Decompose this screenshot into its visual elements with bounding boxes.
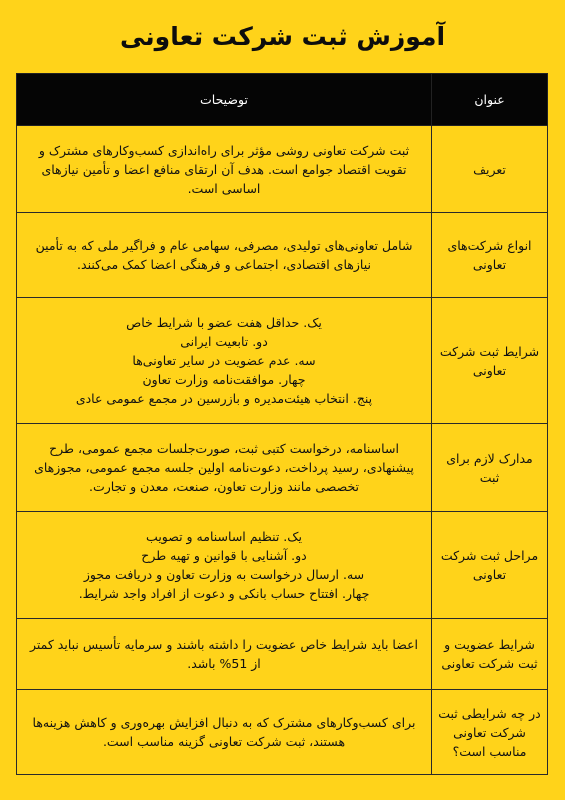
row-desc-list	[17, 298, 432, 424]
list-item: یک. حداقل هفت عضو با شرایط خاص	[126, 315, 322, 330]
row-desc: اساسنامه، درخواست کتبی ثبت، صورت‌جلسات مجمع عمومی، طرح پیشنهادی، رسید پرداخت، دعوت‌نامه اولین جلسه مجمع عمومی، مجوزهای تخصصی مانند وزارت تعاون، صنعت، معدن و تجارت.	[17, 424, 432, 512]
row-desc: اعضا باید شرایط خاص عضویت را داشته باشند و سرمایه تأسیس نباید کمتر از 51% باشد.	[17, 619, 432, 690]
header-desc: توضیحات	[17, 74, 432, 126]
list-item: چهار. موافقت‌نامه وزارت تعاون	[142, 372, 306, 387]
list-item: پنج. انتخاب هیئت‌مدیره و بازرسین در مجمع عمومی عادی	[75, 391, 373, 406]
table-row	[17, 213, 548, 298]
row-label: شرایط ثبت شرکت تعاونی	[432, 298, 548, 424]
table-row	[17, 424, 548, 512]
row-label: در چه شرایطی ثبت شرکت تعاونی مناسب است؟	[432, 690, 548, 775]
row-label: تعریف	[432, 126, 548, 213]
info-table	[16, 73, 548, 775]
row-label: انواع شرکت‌های تعاونی	[432, 213, 548, 298]
table-row	[17, 126, 548, 213]
list-item: دو. تابعیت ایرانی	[180, 334, 268, 349]
table-row	[17, 690, 548, 775]
row-desc: شامل تعاونی‌های تولیدی، مصرفی، سهامی عام و فراگیر ملی که به تأمین نیازهای اقتصادی، اجتماعی و فرهنگی اعضا کمک می‌کنند.	[17, 213, 432, 298]
table-row	[17, 298, 548, 424]
page-title: آموزش ثبت شرکت تعاونی	[119, 22, 446, 51]
list-item: سه. ارسال درخواست به وزارت تعاون و دریافت مجوز	[83, 567, 365, 582]
row-desc-list	[17, 512, 432, 619]
list-item: سه. عدم عضویت در سایر تعاونی‌ها	[132, 353, 316, 368]
table-header-row	[17, 74, 548, 126]
table-row	[17, 619, 548, 690]
row-label: مراحل ثبت شرکت تعاونی	[432, 512, 548, 619]
list-item: چهار. افتتاح حساب بانکی و دعوت از افراد واجد شرایط.	[78, 586, 370, 601]
list-item: دو. آشنایی با قوانین و تهیه طرح	[141, 548, 307, 563]
table-row	[17, 512, 548, 619]
list-item: یک. تنظیم اساسنامه و تصویب	[146, 529, 302, 544]
row-desc: ثبت شرکت تعاونی روشی مؤثر برای راه‌اندازی کسب‌وکارهای مشترک و تقویت اقتصاد جوامع است. هدف آن ارتقای منافع اعضا و تأمین نیازهای اساسی است.	[17, 126, 432, 213]
row-desc: برای کسب‌وکارهای مشترک که به دنبال افزایش بهره‌وری و کاهش هزینه‌ها هستند، ثبت شرکت تعاونی گزینه مناسب است.	[17, 690, 432, 775]
row-label: مدارک لازم برای ثبت	[432, 424, 548, 512]
header-label: عنوان	[432, 74, 548, 126]
row-label: شرایط عضویت و ثبت شرکت تعاونی	[432, 619, 548, 690]
